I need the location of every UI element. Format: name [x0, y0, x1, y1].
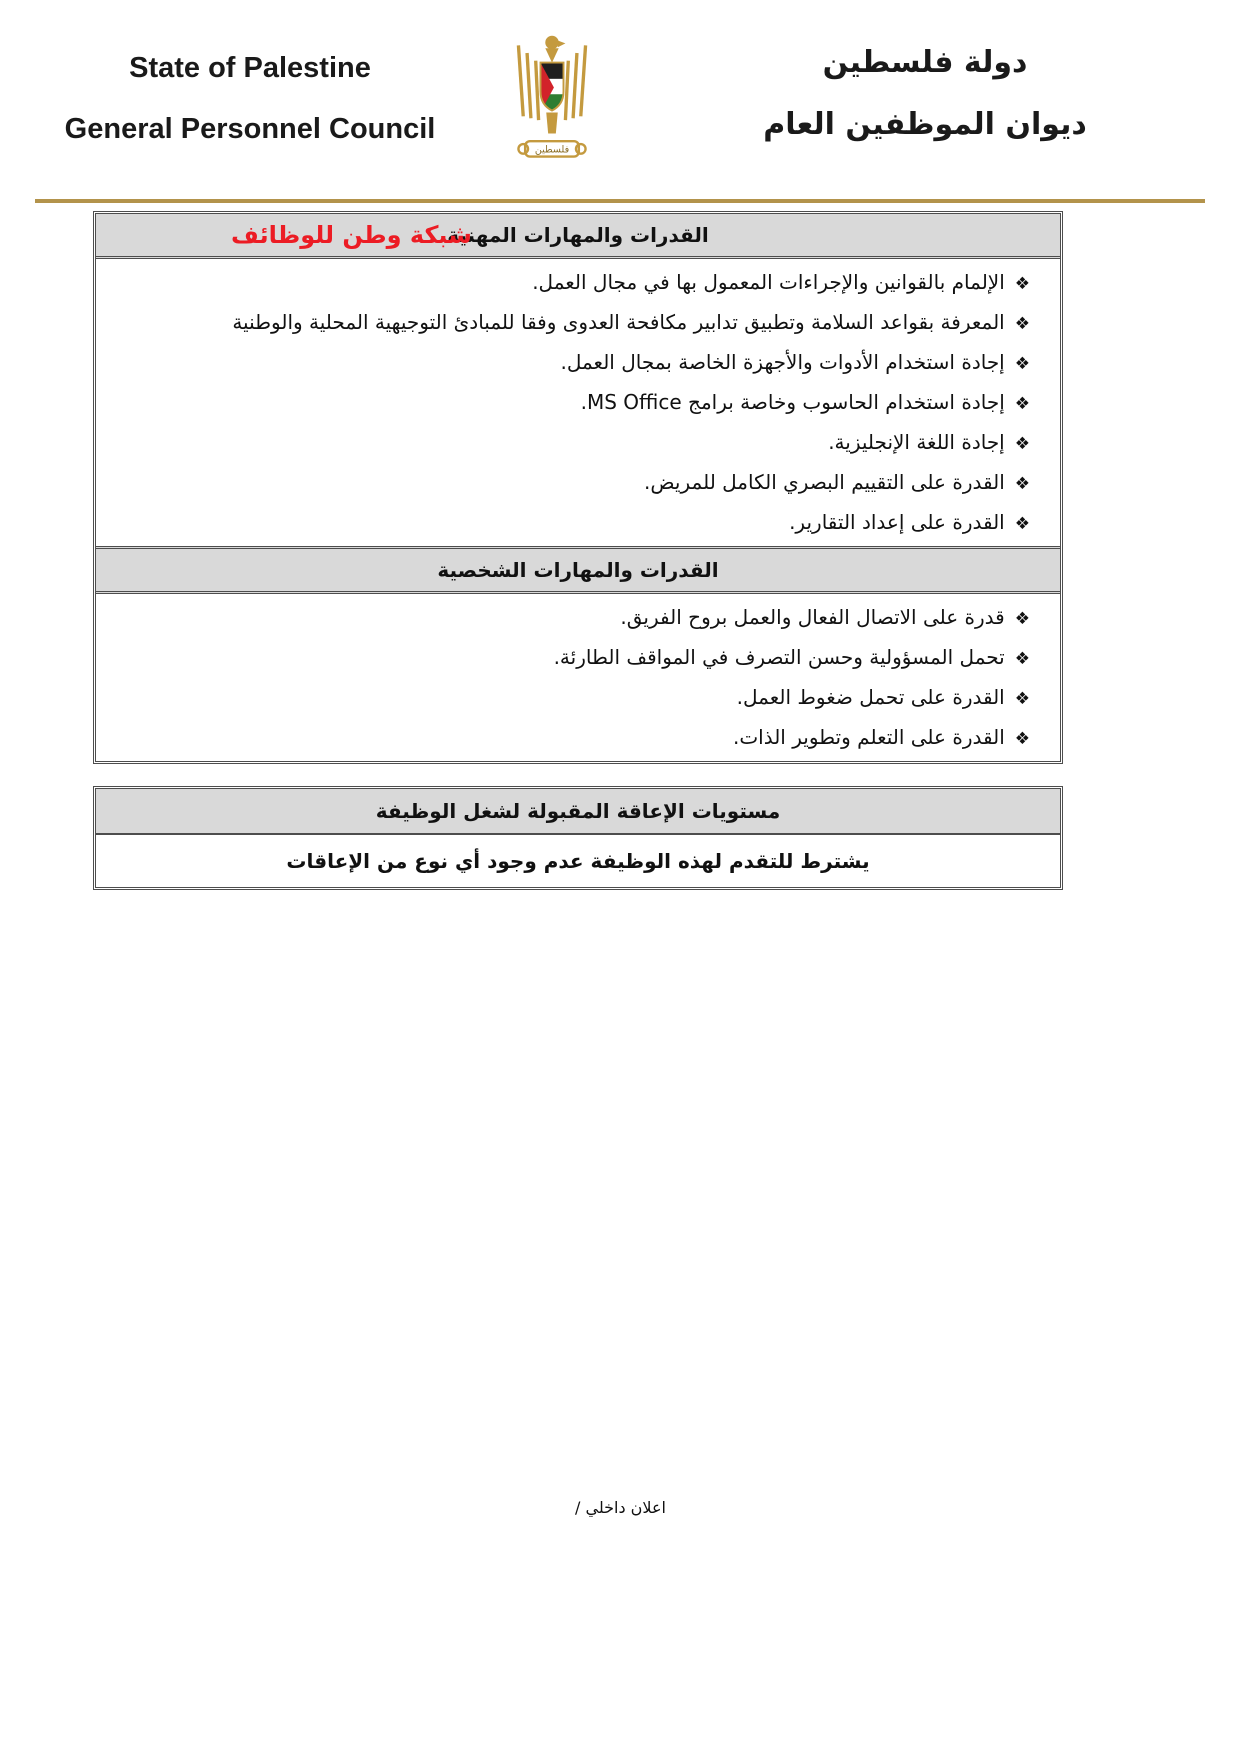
list-item-text: إجادة استخدام الأدوات والأجهزة الخاصة بمجال العمل. [560, 350, 1005, 374]
list-item-text: القدرة على التقييم البصري الكامل للمريض. [644, 470, 1005, 494]
diamond-bullet-icon: ❖ [1014, 689, 1030, 709]
list-item-text: القدرة على التعلم وتطوير الذات. [732, 725, 1005, 749]
personal-skills-list [96, 594, 1060, 761]
diamond-bullet-icon: ❖ [1014, 609, 1030, 629]
disability-title: مستويات الإعاقة المقبولة لشغل الوظيفة [375, 799, 781, 823]
personal-skills-header [96, 546, 1060, 594]
eagle-neck [545, 48, 558, 62]
professional-skills-list [96, 259, 1060, 546]
diamond-bullet-icon: ❖ [1014, 434, 1030, 454]
list-item-text: إجادة اللغة الإنجليزية. [828, 430, 1005, 454]
personal-skills-title: القدرات والمهارات الشخصية [437, 558, 719, 582]
eagle-tail [546, 112, 558, 133]
disability-table [93, 786, 1063, 890]
arabic-title-council: ديوان الموظفين العام [763, 107, 1087, 142]
english-title-state: State of Palestine [129, 52, 371, 84]
professional-skills-title: القدرات والمهارات المهنية [447, 223, 709, 247]
list-item [96, 597, 1060, 637]
professional-skills-header [96, 214, 1060, 259]
header-arabic-block [750, 45, 1100, 142]
footer-internal-announcement: اعلان داخلي / [575, 1498, 666, 1517]
watan-jobs-watermark: شبكة وطن للوظائف [231, 221, 472, 249]
list-item-text: إجادة استخدام الحاسوب وخاصة برامج MS Office. [580, 390, 1005, 414]
emblem-scroll [518, 141, 585, 156]
list-item-text: القدرة على تحمل ضغوط العمل. [736, 685, 1005, 709]
list-item [96, 717, 1060, 757]
diamond-bullet-icon: ❖ [1014, 514, 1030, 534]
skills-table [93, 211, 1063, 764]
english-title-council: General Personnel Council [64, 113, 436, 145]
list-item-text: تحمل المسؤولية وحسن التصرف في المواقف الطارئة. [553, 645, 1005, 669]
diamond-bullet-icon: ❖ [1014, 474, 1030, 494]
list-item-text: المعرفة بقواعد السلامة وتطبيق تدابير مكافحة العدوى وفقا للمبادئ التوجيهية المحلية والوطنية [232, 310, 1005, 334]
diamond-bullet-icon: ❖ [1014, 649, 1030, 669]
diamond-bullet-icon: ❖ [1014, 314, 1030, 334]
list-item-text: القدرة على إعداد التقارير. [789, 510, 1005, 534]
disability-header [96, 789, 1060, 835]
list-item [96, 502, 1060, 542]
header-divider-rule [35, 199, 1205, 203]
list-item [96, 422, 1060, 462]
diamond-bullet-icon: ❖ [1014, 729, 1030, 749]
list-item [96, 342, 1060, 382]
list-item-text: الإلمام بالقوانين والإجراءات المعمول بها في مجال العمل. [532, 270, 1005, 294]
flag-shield [540, 63, 563, 114]
diamond-bullet-icon: ❖ [1014, 354, 1030, 374]
diamond-bullet-icon: ❖ [1014, 394, 1030, 414]
eagle-head [545, 36, 558, 49]
list-item [96, 462, 1060, 502]
list-item [96, 677, 1060, 717]
emblem-caption-text: فلسطين [534, 144, 570, 156]
list-item [96, 382, 1060, 422]
diamond-bullet-icon: ❖ [1014, 274, 1030, 294]
list-item-text: قدرة على الاتصال الفعال والعمل بروح الفريق. [620, 605, 1005, 629]
list-item [96, 302, 1060, 342]
list-item [96, 262, 1060, 302]
disability-requirement [96, 835, 1060, 887]
eagle-beak [558, 41, 566, 48]
header-english-block [40, 52, 460, 146]
coat-of-arms-emblem [504, 30, 600, 170]
disability-requirement-text: يشترط للتقدم لهذه الوظيفة عدم وجود أي نوع من الإعاقات [286, 849, 870, 873]
list-item [96, 637, 1060, 677]
arabic-title-state: دولة فلسطين [822, 45, 1028, 80]
